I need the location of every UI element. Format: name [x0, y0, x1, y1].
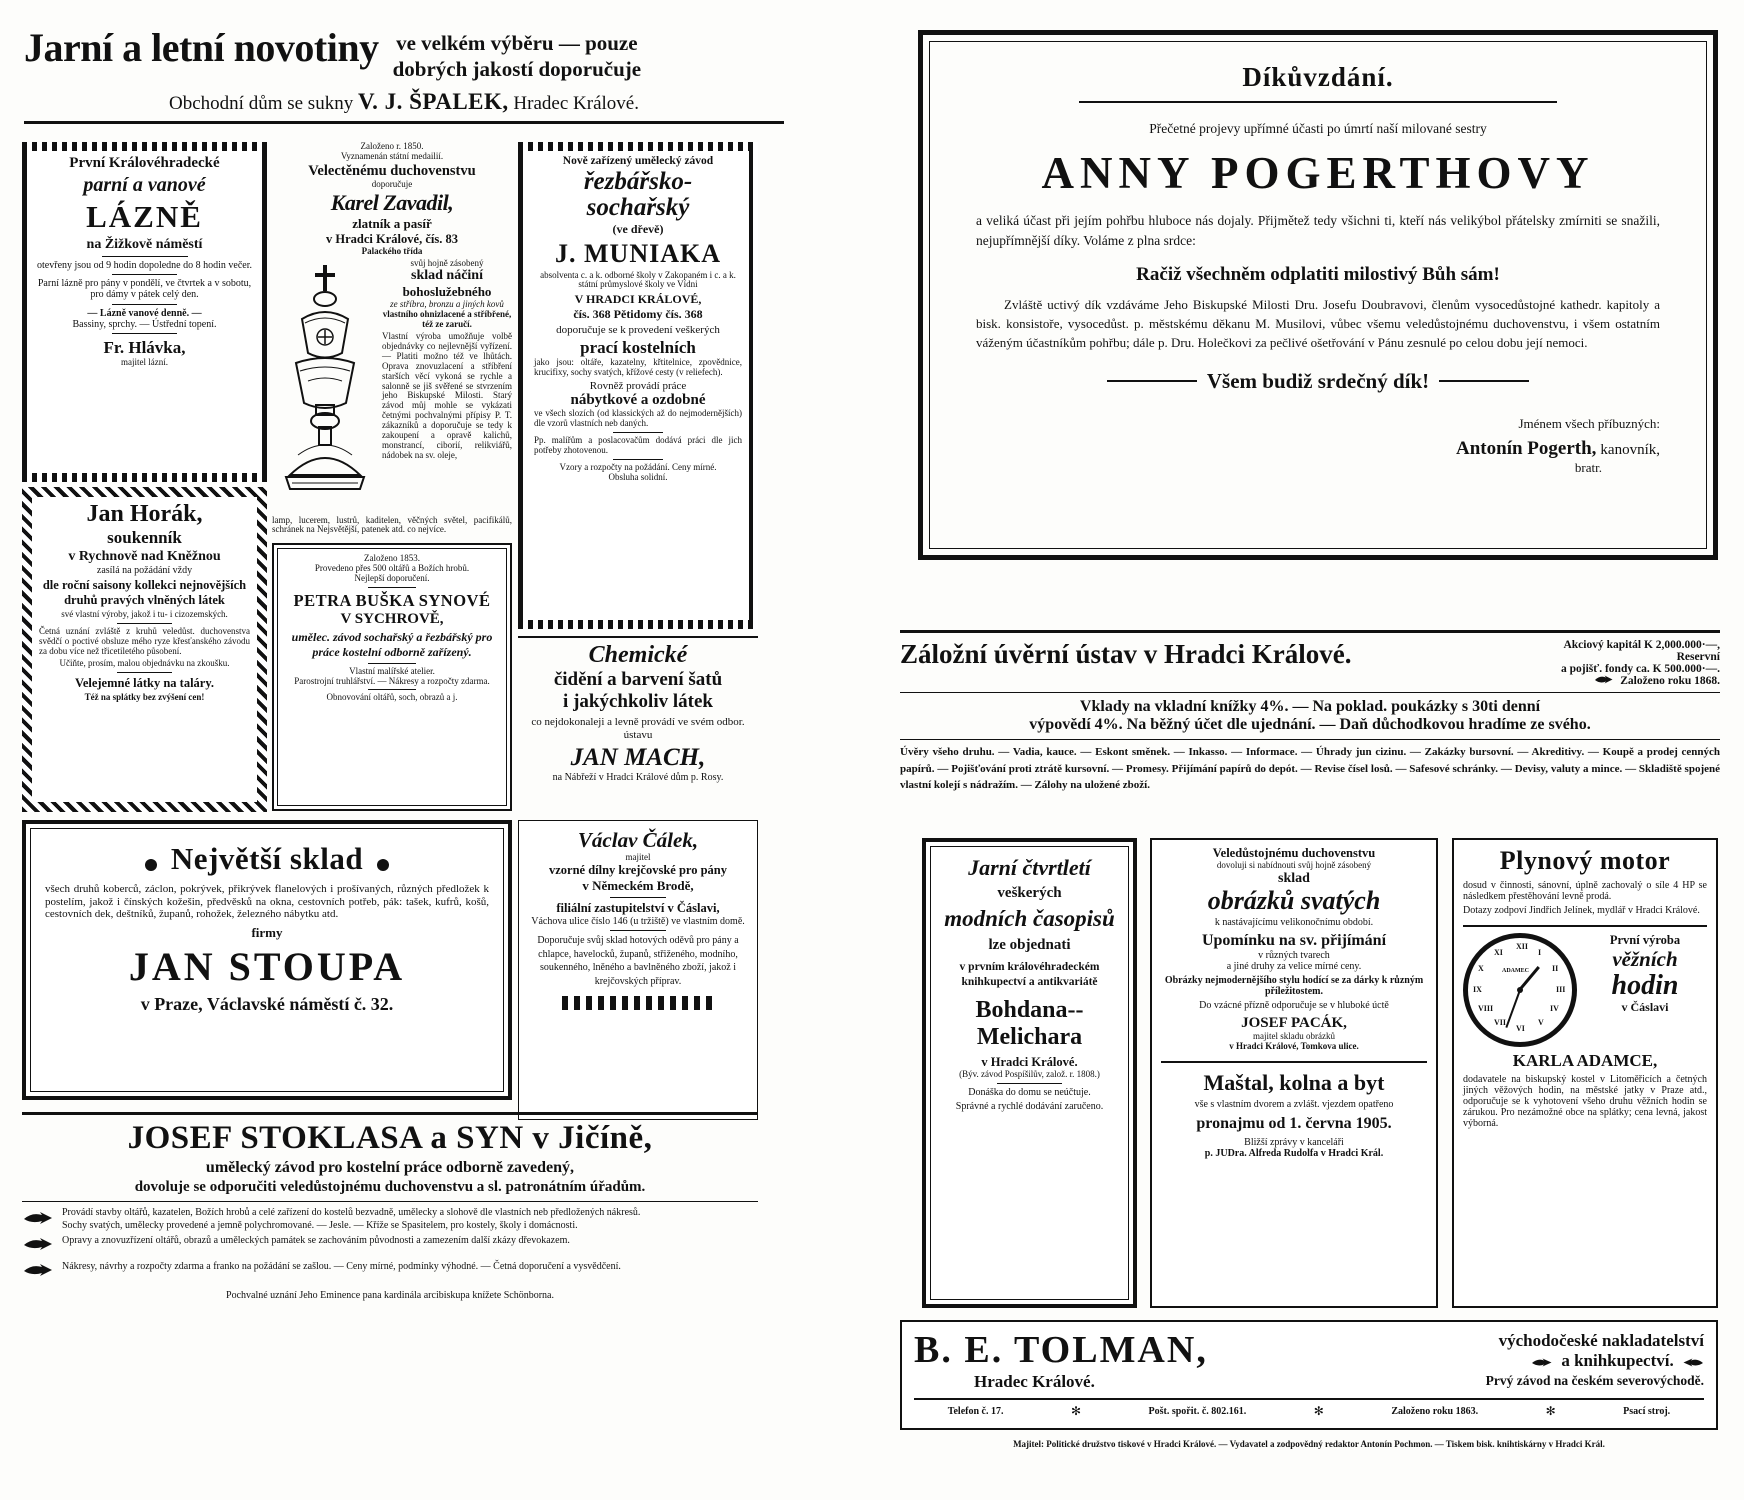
dik-signer-sub: bratr.	[1574, 459, 1602, 475]
zavadil-line6: svůj hojně zásobený	[410, 257, 484, 268]
buska-atelier: Vlastní malířské atelier.	[349, 665, 435, 676]
zavadil-ad	[272, 142, 512, 542]
pacak-line5: k nastávajícímu velikonočnímu období.	[1214, 917, 1374, 929]
dik-rule-left	[1107, 380, 1197, 382]
lazne-owner: Fr. Hlávka,	[103, 337, 186, 357]
zavadil-line9: ze stříbra, bronzu a jiných kovů	[390, 299, 504, 310]
page-footer-text: Majitel: Politické družstvo tiskové v Hradci Králové. — Vydavatel a zodpovědný redaktor Antonín Pochmon. — Tiskem bisk. knihtiskárny v Hradci Král.	[1013, 1439, 1605, 1449]
zavadil-footer: lamp, lucerem, lustrů, kaditelen, věčných světel, pacifikálů, schránek na Nejsvětější, patenek atd. co nejvíce.	[272, 514, 512, 535]
zalozna-title: Záložní úvěrní ústav v Hradci Králové.	[900, 639, 1352, 669]
calek-goods: Doporučuje svůj sklad hotových oděvů pro pány a chlapce, havelocků, županů, střiženého, modního, soukenného, lněného a bavlněného zboží, jakož i krejčovských příprav.	[537, 935, 739, 987]
page-footer	[900, 1440, 1718, 1462]
tolman-ad	[900, 1320, 1718, 1430]
hodiny-line3: hodin	[1611, 969, 1679, 1001]
motor-title: Plynový motor	[1499, 846, 1671, 875]
stoupa-name: JAN STOUPA	[128, 943, 406, 989]
pacak-line7: v různých tvarech	[1258, 949, 1330, 961]
motor-line1: dosud v činnosti, sánovní, úplně zachovalý o síle 4 HP se následkem přestěhování levně prodá.	[1463, 880, 1707, 903]
calek-role: majitel	[625, 852, 651, 862]
motor-hodiny-ad	[1452, 838, 1718, 1308]
stoupa-goods: všech druhů koberců, záclon, pokrývek, přikrývek flanelových i prošívaných, různých předložek k postelím, jakož i čínských kožešin, předvěsků na okna, cestovních potřeb, pák: tašek, kufrů, košů, cestovních dek, deštníků, županů, rohožek, železného nábytku atd.	[45, 883, 489, 921]
dik-line4: Zvláště uctivý dík vzdáváme Jeho Biskupské Milosti Dru. Josefu Doubravovi, členům vysocedůstojné kathedr. kapitoly a bisk. konsistoře, vysocedůst. p. městskému děkanu M. Musilovi, vůbec všemu veledůstojnému duchovenstvu, i všem ostatním váženým účastníkům pohřbu; dále p. Dru. Holečkovi za pečlivé ošetřování v Pánu zesnulé po celou dobu její nemoci.	[976, 297, 1660, 350]
horak-ad	[22, 487, 267, 812]
tolman-founded: Založeno roku 1863.	[1391, 1405, 1479, 1417]
lazne-line1: První Královéhradecké	[69, 155, 220, 171]
mastal-line5: p. JUDra. Alfreda Rudolfa v Hradci Král.	[1204, 1147, 1384, 1159]
hand-pointer-icon-6	[1682, 1353, 1704, 1373]
stoupa-ad	[22, 820, 512, 1100]
zalozna-ad	[900, 630, 1720, 820]
horak-name: Jan Horák,	[86, 501, 203, 527]
stoklasa-ad	[22, 1112, 758, 1342]
calek-ad	[518, 820, 758, 1120]
pacak-line1: Veledůstojnému duchovenstvu	[1212, 846, 1376, 860]
masthead-firm: V. J. ŠPALEK,	[357, 88, 509, 114]
dik-rule-right	[1439, 380, 1529, 382]
muniak-line8: doporučuje se k provedení veškerých	[556, 324, 720, 337]
right-bullet-icon	[377, 859, 389, 871]
pacak-line3: sklad	[1278, 870, 1310, 886]
stoklasa-line3: Provádí stavby oltářů, kazatelen, Božích hrobů a celé zařízení do kostelů bezvadně, umělecky a slohově dle vlastních neb předložených nákresů.	[62, 1207, 641, 1218]
clock-face: XII I II III IV V VI VII VIII IX X XI ADAMEC	[1463, 933, 1577, 1047]
hodiny-desc: dodavatele na biskupský kostel v Litoměřicích a četných jiných věžových hodin, na městské jatky v Praze atd., odporučuje se k vyhotovení všeho druhu věžních hodin se zárukou. Pro nezámožné obce na splátky; cena levná, jakost výborná.	[1463, 1073, 1707, 1130]
zalozna-capital: Akciový kapitál K 2,000.000·—,	[1563, 639, 1720, 651]
hodiny-line2: věžních	[1612, 946, 1678, 971]
buska-joinery: Parostrojní truhlářství. — Nákresy a rozpočty zdarma.	[294, 675, 490, 686]
dik-line1: Přečetné projevy upřímné účasti po úmrtí naší milované sestry	[1149, 121, 1487, 136]
hand-pointer-icon-3	[22, 1261, 56, 1284]
horak-collection: dle roční saisony kollekci nejnovějších druhů pravých vlněných látek	[42, 578, 247, 608]
lazne-schedule: Parní lázně pro pány v pondělí, ve čtvrtek a v sobotu, pro dámy v pátek celý den.	[37, 278, 252, 301]
muniak-line11: Rovněž provádí práce	[589, 379, 687, 392]
muniak-painters: Pp. malířům a poslacovačům dodává práci dle jich potřeby zhotovenou.	[534, 435, 742, 456]
dik-line2: a veliká účast při jejím pohřbu hluboce nás dojaly. Přijmětež tedy všichni ti, kteří nás velikýbol přátelsky zmírniti se snažili, nejupřímnější díky. Voláme z plna srdce:	[976, 213, 1660, 248]
melichar-name2: Melichara	[976, 1023, 1083, 1050]
motor-line2: Dotazy zodpoví Jindřich Jelínek, mydlář v Hradci Králové.	[1463, 905, 1700, 917]
masthead-headline: Jarní a letní novotiny	[24, 25, 379, 70]
zalozna-founded: Založeno roku 1868.	[1620, 675, 1720, 688]
lazne-ad	[22, 142, 267, 482]
melichar-line3: modních časopisů	[944, 906, 1115, 931]
star-divider-icon-2: ✻	[1313, 1404, 1324, 1418]
lazne-daily: — Lázně vanové denně. —	[87, 307, 202, 319]
buska-name: PETRA BUŠKA SYNOVÉ	[293, 590, 491, 610]
dik-line6: Jménem všech příbuzných:	[1518, 415, 1660, 431]
star-divider-icon-3: ✻	[1545, 1404, 1556, 1418]
muniak-furniture: nábytkové a ozdobné	[570, 392, 706, 409]
horak-installments: Též na splátky bez zvýšení cen!	[84, 691, 205, 702]
muniak-name: J. MUNIAKA	[555, 238, 721, 268]
muniak-church-works: prací kostelních	[580, 337, 696, 357]
buska-ad	[272, 543, 512, 811]
melichar-line2: veškerých	[997, 885, 1062, 901]
mach-line1: Chemické	[588, 642, 688, 668]
left-bullet-icon	[145, 859, 157, 871]
muniak-line3: sochařský	[586, 194, 690, 222]
zavadil-line10: vlastního ohnizlacené a stříbřené, též ze zaručí.	[382, 309, 512, 330]
masthead-line2: dobrých jakostí doporučuje	[392, 57, 642, 82]
melichar-name1: Bohdana--	[975, 997, 1084, 1024]
zavadil-line7: sklad náčiní	[411, 268, 483, 284]
calek-name: Václav Čálek,	[577, 828, 699, 852]
horak-line7: Četná uznání zvláště z kruhů veledůst. duchovenstva svědčí o poctivé obsluze mého ryze křesťanského závodu za dobu více než třicetiletého působení.	[39, 626, 250, 656]
masthead-line3-pre: Obchodní dům se sukny	[169, 92, 354, 114]
stoklasa-name: JOSEF STOKLASA a SYN v Jičíně,	[127, 1120, 653, 1156]
stoklasa-line1: umělecký závod pro kostelní práce odborně zavedený,	[205, 1159, 575, 1176]
tolman-typewriter: Psací stroj.	[1623, 1405, 1671, 1417]
pacak-line2: dovoluji si nabídnouti svůj hojně zásobený	[1216, 860, 1372, 870]
zalozna-line2: výpovědí 4%. Na běžný účet dle ujednání. — Daň důchodkovou hradíme ze svého.	[1029, 716, 1591, 733]
mastal-line4: Bližší zprávy v kanceláři	[1244, 1136, 1344, 1148]
stoklasa-line7: Pochvalné uznání Jeho Eminence pana kardinála arcibiskupa knížete Schönborna.	[226, 1290, 554, 1301]
melichar-line4: lze objednati	[988, 937, 1071, 954]
mach-line4: co nejdokonaleji a levně provádí ve svém odbor. ústavu	[531, 716, 745, 741]
muniak-address: čís. 368 Pětidomy čís. 368	[573, 307, 703, 322]
stoupa-firm-label: firmy	[251, 924, 283, 940]
muniak-line4: (ve dřevě)	[612, 221, 664, 236]
calek-branch: filiální zastupitelství v Čáslavi,	[556, 900, 720, 915]
horak-line6: své vlastní výroby, jakož i tu- i cizozemských.	[61, 609, 228, 620]
stoupa-headline: Největší sklad	[170, 841, 364, 876]
mach-address: na Nábřeží v Hradci Králové dům p. Rosy.	[552, 772, 724, 784]
tolman-name: B. E. TOLMAN,	[914, 1329, 1208, 1371]
muniak-city: V HRADCI KRÁLOVÉ,	[574, 292, 702, 307]
dik-line3: Račiž všechněm odplatiti milostivý Bůh sám!	[1136, 264, 1500, 286]
buska-renovation: Obnovování oltářů, soch, obrazů a j.	[326, 692, 458, 703]
dik-title: Díkůvzdání.	[1242, 62, 1394, 92]
masthead-line3-post: Hradec Králové.	[513, 92, 639, 114]
stoklasa-line6: Nákresy, návrhy a rozpočty zdarma a franko na požádání se zašlou. — Ceny mírné, podmínky výhodné. — Četná doporučení a vysvědčení.	[62, 1261, 621, 1272]
calek-city: v Německém Brodě,	[582, 877, 694, 893]
zavadil-line8: bohoslužebného	[402, 284, 492, 300]
pacak-name: JOSEF PACÁK,	[1241, 1014, 1347, 1031]
lazne-line4: na Žižkově náměstí	[86, 237, 203, 252]
muniak-credentials: absolventa c. a k. odborné školy v Zakopaném i c. a k. státní průmyslové školy ve Vídni	[540, 269, 736, 290]
tolman-line2: a knihkupectví.	[1561, 1351, 1674, 1371]
dik-signer-role: kanovník,	[1600, 441, 1660, 458]
zalozna-line1: Vklady na vkladní knížky 4%. — Na poklad. poukázky s 30ti denní	[1079, 698, 1541, 715]
horak-line8: Učiňte, prosím, malou objednávku na zkoušku.	[59, 657, 230, 668]
tolman-postal: Pošt. spořit. č. 802.161.	[1148, 1405, 1247, 1417]
melichar-city: v Hradci Králové.	[981, 1054, 1078, 1069]
zavadil-line2: doporučuje	[371, 178, 413, 189]
horak-trade: soukenník	[107, 528, 182, 547]
buska-recommend: Nejlepší doporučení.	[354, 572, 430, 583]
melichar-line5: v prvním královéhradeckém knihkupectví a antikvariátě	[959, 961, 1100, 988]
muniak-list: jako jsou: oltáře, kazatelny, křtitelnice, zpovědnice, krucifixy, sochy svatých, křížové cesty (v reliefech).	[534, 356, 742, 377]
calek-workshop: vzorné dílny krejčovské pro pány	[548, 862, 728, 877]
melichar-ad	[922, 838, 1137, 1308]
lazne-features: Bassiny, sprchy. — Ústřední topení.	[72, 318, 217, 330]
pacak-line6: Upomínku na sv. přijímání	[1201, 931, 1387, 949]
mastal-line3: pronajmu od 1. června 1905.	[1196, 1114, 1392, 1132]
calek-branch-address: Váchova ulice číslo 146 (u tržiště) ve vlastním domě.	[531, 915, 745, 927]
zalozna-funds: a pojišť. fondy ca. K 500.000·—.	[1560, 663, 1720, 675]
buska-works: Provedeno přes 500 oltářů a Božích hrobů.	[314, 562, 470, 573]
buska-place: V SYCHROVĚ,	[340, 610, 444, 627]
pacak-line10: Do vzácné přízně odporučuje se v hluboké úctě	[1199, 1000, 1389, 1012]
zavadil-body: Vlastní výroba umožňuje volbě objednávky co nejlevnější vyřízení. — Platiti možno též ve lhůtách. Oprava znovuzlacení a stříbření starších věcí vykoná se rychle a salonně se jiš svěřené se stvrzením jeho Biskupské Milosti. Starý závod můj mohle se vykázati četnými pochvalnými přípisy P. T. zákazníků a doporučuje se tedy k zakoupení a opravě kalichů, monstrancí, ciborií, relikviářů, nádobek na sv. oleje,	[382, 331, 512, 460]
melichar-note: (Býv. závod Pospíšilův, založ. r. 1808.)	[959, 1068, 1100, 1079]
mach-line2: čidění a barvení šatů	[553, 669, 723, 690]
lazne-owner-sub: majitel lázní.	[121, 356, 168, 367]
melichar-delivery: Donáška do domu se neúčtuje.	[968, 1086, 1091, 1098]
pacak-line12: v Hradci Králové, Tomkova ulice.	[1229, 1040, 1359, 1051]
masthead-ad	[24, 25, 784, 134]
masthead-line1: ve velkém výběru — pouze	[396, 31, 638, 55]
melichar-line1: Jarní čtvrtletí	[968, 855, 1091, 880]
mastal-line2: vše s vlastním dvorem a zvlášt. vjezdem opatřeno	[1194, 1099, 1394, 1111]
muniak-styles: ve všech slozích (od klassických až do nejmodernějších) dle vzorů vlastních neb daných.	[534, 408, 742, 429]
pacak-line8: a jiné druhy za velice mírné ceny.	[1226, 960, 1362, 972]
zalozna-reserve: Reservní	[1676, 651, 1720, 663]
hand-pointer-icon-2	[22, 1235, 56, 1258]
zavadil-name: Karel Zavadil,	[330, 189, 454, 215]
zavadil-street: Palackého třída	[361, 245, 423, 256]
horak-talary: Velejemné látky na taláry.	[74, 675, 215, 690]
star-divider-icon: ✻	[1070, 1404, 1082, 1418]
hand-pointer-icon-5	[1531, 1353, 1553, 1373]
hodiny-line4: v Čáslavi	[1621, 1000, 1669, 1015]
pacak-line4: obrázků svatých	[1207, 885, 1381, 915]
tolman-line3: Prvý závod na českém severovýchodě.	[1485, 1372, 1704, 1388]
muniak-ad	[518, 142, 758, 629]
dik-line5: Všem budiž srdečný dík!	[1206, 368, 1430, 393]
buska-founded: Založeno 1853.	[364, 553, 420, 563]
hodiny-line1: První výroba	[1609, 932, 1681, 947]
clock-brand-label: ADAMEC	[1502, 967, 1529, 974]
tolman-phone: Telefon č. 17.	[947, 1405, 1004, 1417]
chalice-illustration	[272, 259, 378, 514]
horak-place: v Rychnově nad Kněžnou	[68, 549, 221, 564]
lazne-hours: otevřeny jsou od 9 hodin dopoledne do 8 hodin večer.	[37, 260, 252, 271]
tolman-line1: východočeské nakladatelství	[1498, 1331, 1704, 1351]
zavadil-trade: zlatník a pasíř	[352, 215, 432, 231]
pacak-ad	[1150, 838, 1438, 1308]
pacak-line11: majitel skladu obrázků	[1253, 1030, 1335, 1041]
dik-signer: Antonín Pogerth,	[1456, 437, 1597, 459]
mach-ad	[518, 636, 758, 812]
melichar-guarantee: Správné a rychlé dodávání zaručeno.	[955, 1100, 1104, 1112]
zavadil-line1: Velectěnému duchovenstvu	[308, 162, 476, 179]
stoupa-address: v Praze, Václavské náměstí č. 32.	[140, 993, 394, 1014]
calek-ornament	[562, 996, 715, 1010]
pacak-line9: Obrázky nejmodernějšího stylu hodící se za dárky k různým příležitostem.	[1164, 975, 1424, 998]
tolman-place: Hradec Králové.	[974, 1372, 1095, 1391]
zavadil-founded: Založeno r. 1850.	[360, 141, 424, 151]
lazne-line2: parní a vanové	[83, 174, 206, 196]
hand-pointer-icon-4	[1594, 675, 1614, 688]
dikuvzdani-ad	[918, 30, 1718, 560]
buska-desc: umělec. závod sochařský a řezbářský pro práce kostelní odborně zařízený.	[291, 629, 493, 659]
dik-deceased-name: ANNY POGERTHOVY	[1041, 148, 1595, 198]
muniak-line1: Nově zařízený umělecký závod	[562, 155, 714, 167]
zavadil-address: v Hradci Králové, čís. 83	[326, 231, 458, 246]
mach-line3: i jakýchkoliv látek	[563, 691, 713, 712]
hand-pointer-icon	[22, 1207, 56, 1232]
horak-line4: zasílá na požádání vždy	[96, 565, 193, 576]
muniak-service: Obsluha solidní.	[608, 471, 668, 482]
mach-name: JAN MACH,	[570, 744, 706, 772]
stoklasa-line4: Sochy svatých, umělecky provedené a jemně polychromované. — Jesle. — Kříže se Spasitelem, pro kostely, školy i domácnosti.	[62, 1220, 578, 1232]
zavadil-medal: Vyznamenán státní medailií.	[340, 150, 444, 161]
stoklasa-line5: Opravy a znovuzřízení oltářů, obrazů a uměleckých památek se zachováním původnosti a zamezením další zkázy dřevokazem.	[62, 1235, 570, 1246]
stoklasa-line2: dovoluje se odporučiti veledůstojnému duchovenstvu a sl. patronátním úřadům.	[134, 1179, 646, 1195]
hodiny-name: KARLA ADAMCE,	[1512, 1050, 1658, 1070]
muniak-prices: Vzory a rozpočty na požádání. Ceny mírné.	[559, 461, 717, 472]
muniak-line2: řezbářsko-	[583, 168, 693, 195]
lazne-title: LÁZNĚ	[86, 199, 203, 234]
zalozna-services: Úvěry všeho druhu. — Vadia, kauce. — Eskont směnek. — Inkasso. — Informace. — Úhrady jun cizinu. — Zakázky bursovní. — Akreditivy. — Koupě a prodej cenných papírů. — Pojišťování proti ztrátě kursovní. — Promesy. Přijímání papírů do depót. — Revise čísel losů. — Safesové schránky. — Devisy, valuty a mince. — Skladiště spojené vlastní kolejí s nádražím. — Zálohy na uložené zboží.	[900, 746, 1720, 791]
tower-clock-illustration	[1463, 933, 1577, 1047]
mastal-line1: Maštal, kolna a byt	[1203, 1070, 1385, 1096]
